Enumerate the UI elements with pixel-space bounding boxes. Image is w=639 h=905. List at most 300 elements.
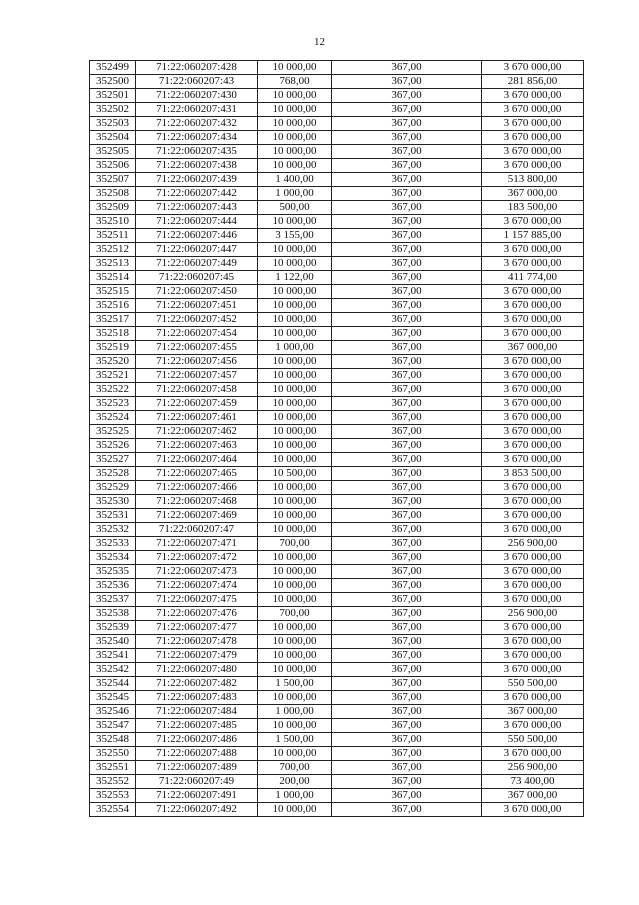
table-row	[90, 719, 584, 733]
rate-cell: 367,00	[332, 635, 482, 649]
row-id-cell: 352511	[90, 229, 136, 243]
table-row	[90, 495, 584, 509]
table-row	[90, 803, 584, 817]
row-id-cell: 352507	[90, 173, 136, 187]
area-cell: 10 000,00	[258, 327, 332, 341]
cadastral-value-table	[89, 60, 584, 817]
row-id-cell: 352513	[90, 257, 136, 271]
cadastral-number-cell: 71:22:060207:473	[136, 565, 258, 579]
cadastral-number-cell: 71:22:060207:469	[136, 509, 258, 523]
rate-cell: 367,00	[332, 369, 482, 383]
cadastral-value-cell: 3 670 000,00	[482, 397, 584, 411]
rate-cell: 367,00	[332, 131, 482, 145]
row-id-cell: 352523	[90, 397, 136, 411]
row-id-cell: 352505	[90, 145, 136, 159]
table-row	[90, 523, 584, 537]
table-row	[90, 439, 584, 453]
cadastral-number-cell: 71:22:060207:491	[136, 789, 258, 803]
row-id-cell: 352517	[90, 313, 136, 327]
cadastral-value-cell: 3 670 000,00	[482, 747, 584, 761]
cadastral-number-cell: 71:22:060207:475	[136, 593, 258, 607]
row-id-cell: 352551	[90, 761, 136, 775]
row-id-cell: 352510	[90, 215, 136, 229]
row-id-cell: 352522	[90, 383, 136, 397]
row-id-cell: 352537	[90, 593, 136, 607]
area-cell: 10 000,00	[258, 453, 332, 467]
row-id-cell: 352528	[90, 467, 136, 481]
cadastral-value-cell: 3 670 000,00	[482, 285, 584, 299]
area-cell: 10 000,00	[258, 299, 332, 313]
table-row	[90, 271, 584, 285]
cadastral-number-cell: 71:22:060207:479	[136, 649, 258, 663]
cadastral-number-cell: 71:22:060207:456	[136, 355, 258, 369]
cadastral-number-cell: 71:22:060207:443	[136, 201, 258, 215]
area-cell: 10 000,00	[258, 397, 332, 411]
area-cell: 10 000,00	[258, 523, 332, 537]
cadastral-value-cell: 513 800,00	[482, 173, 584, 187]
area-cell: 1 400,00	[258, 173, 332, 187]
cadastral-number-cell: 71:22:060207:492	[136, 803, 258, 817]
cadastral-value-cell: 3 670 000,00	[482, 327, 584, 341]
row-id-cell: 352520	[90, 355, 136, 369]
cadastral-number-cell: 71:22:060207:43	[136, 75, 258, 89]
cadastral-value-cell: 256 900,00	[482, 537, 584, 551]
cadastral-value-cell: 3 670 000,00	[482, 579, 584, 593]
cadastral-value-cell: 3 670 000,00	[482, 89, 584, 103]
area-cell: 10 000,00	[258, 285, 332, 299]
rate-cell: 367,00	[332, 551, 482, 565]
area-cell: 10 000,00	[258, 635, 332, 649]
table-row	[90, 789, 584, 803]
cadastral-value-cell: 3 670 000,00	[482, 635, 584, 649]
cadastral-value-cell: 3 670 000,00	[482, 439, 584, 453]
table-row	[90, 663, 584, 677]
row-id-cell: 352527	[90, 453, 136, 467]
cadastral-value-cell: 3 670 000,00	[482, 453, 584, 467]
table-row	[90, 285, 584, 299]
table-row	[90, 159, 584, 173]
cadastral-value-cell: 367 000,00	[482, 187, 584, 201]
cadastral-number-cell: 71:22:060207:466	[136, 481, 258, 495]
row-id-cell: 352547	[90, 719, 136, 733]
rate-cell: 367,00	[332, 537, 482, 551]
row-id-cell: 352526	[90, 439, 136, 453]
row-id-cell: 352519	[90, 341, 136, 355]
area-cell: 10 000,00	[258, 747, 332, 761]
table-row	[90, 705, 584, 719]
table-row	[90, 649, 584, 663]
area-cell: 10 000,00	[258, 145, 332, 159]
table-row	[90, 397, 584, 411]
row-id-cell: 352525	[90, 425, 136, 439]
cadastral-number-cell: 71:22:060207:483	[136, 691, 258, 705]
row-id-cell: 352539	[90, 621, 136, 635]
table-row	[90, 145, 584, 159]
cadastral-value-cell: 550 500,00	[482, 733, 584, 747]
table-row	[90, 677, 584, 691]
cadastral-number-cell: 71:22:060207:428	[136, 61, 258, 75]
area-cell: 700,00	[258, 537, 332, 551]
cadastral-value-cell: 3 670 000,00	[482, 369, 584, 383]
area-cell: 10 000,00	[258, 89, 332, 103]
table-row	[90, 131, 584, 145]
area-cell: 1 122,00	[258, 271, 332, 285]
table-row	[90, 257, 584, 271]
area-cell: 700,00	[258, 607, 332, 621]
cadastral-number-cell: 71:22:060207:462	[136, 425, 258, 439]
cadastral-value-cell: 281 856,00	[482, 75, 584, 89]
row-id-cell: 352540	[90, 635, 136, 649]
area-cell: 10 000,00	[258, 355, 332, 369]
table-row	[90, 187, 584, 201]
rate-cell: 367,00	[332, 299, 482, 313]
table-row	[90, 537, 584, 551]
cadastral-value-cell: 3 670 000,00	[482, 299, 584, 313]
table-row	[90, 621, 584, 635]
area-cell: 768,00	[258, 75, 332, 89]
cadastral-number-cell: 71:22:060207:471	[136, 537, 258, 551]
area-cell: 1 500,00	[258, 733, 332, 747]
row-id-cell: 352554	[90, 803, 136, 817]
row-id-cell: 352530	[90, 495, 136, 509]
area-cell: 1 000,00	[258, 789, 332, 803]
table-row	[90, 593, 584, 607]
cadastral-value-cell: 3 670 000,00	[482, 243, 584, 257]
row-id-cell: 352529	[90, 481, 136, 495]
rate-cell: 367,00	[332, 355, 482, 369]
table-row	[90, 425, 584, 439]
rate-cell: 367,00	[332, 173, 482, 187]
cadastral-value-cell: 3 670 000,00	[482, 257, 584, 271]
cadastral-value-cell: 3 670 000,00	[482, 131, 584, 145]
area-cell: 10 000,00	[258, 131, 332, 145]
row-id-cell: 352553	[90, 789, 136, 803]
row-id-cell: 352535	[90, 565, 136, 579]
rate-cell: 367,00	[332, 565, 482, 579]
cadastral-value-cell: 3 670 000,00	[482, 313, 584, 327]
cadastral-value-cell: 3 670 000,00	[482, 355, 584, 369]
cadastral-value-cell: 3 670 000,00	[482, 663, 584, 677]
cadastral-number-cell: 71:22:060207:45	[136, 271, 258, 285]
table-row	[90, 61, 584, 75]
area-cell: 10 000,00	[258, 103, 332, 117]
rate-cell: 367,00	[332, 803, 482, 817]
table-row	[90, 733, 584, 747]
table-row	[90, 691, 584, 705]
row-id-cell: 352521	[90, 369, 136, 383]
table-row	[90, 313, 584, 327]
cadastral-value-cell: 183 500,00	[482, 201, 584, 215]
rate-cell: 367,00	[332, 439, 482, 453]
area-cell: 200,00	[258, 775, 332, 789]
area-cell: 700,00	[258, 761, 332, 775]
rate-cell: 367,00	[332, 383, 482, 397]
rate-cell: 367,00	[332, 663, 482, 677]
row-id-cell: 352506	[90, 159, 136, 173]
cadastral-number-cell: 71:22:060207:486	[136, 733, 258, 747]
rate-cell: 367,00	[332, 495, 482, 509]
table-row	[90, 411, 584, 425]
table-row	[90, 327, 584, 341]
rate-cell: 367,00	[332, 425, 482, 439]
rate-cell: 367,00	[332, 397, 482, 411]
cadastral-value-cell: 3 670 000,00	[482, 61, 584, 75]
rate-cell: 367,00	[332, 89, 482, 103]
rate-cell: 367,00	[332, 145, 482, 159]
cadastral-number-cell: 71:22:060207:449	[136, 257, 258, 271]
row-id-cell: 352552	[90, 775, 136, 789]
cadastral-number-cell: 71:22:060207:472	[136, 551, 258, 565]
cadastral-value-cell: 3 670 000,00	[482, 495, 584, 509]
rate-cell: 367,00	[332, 621, 482, 635]
cadastral-value-cell: 256 900,00	[482, 607, 584, 621]
cadastral-value-cell: 3 670 000,00	[482, 565, 584, 579]
cadastral-value-cell: 3 670 000,00	[482, 509, 584, 523]
table-row	[90, 467, 584, 481]
rate-cell: 367,00	[332, 271, 482, 285]
cadastral-number-cell: 71:22:060207:435	[136, 145, 258, 159]
cadastral-number-cell: 71:22:060207:482	[136, 677, 258, 691]
area-cell: 1 000,00	[258, 187, 332, 201]
cadastral-value-cell: 550 500,00	[482, 677, 584, 691]
cadastral-number-cell: 71:22:060207:442	[136, 187, 258, 201]
area-cell: 10 000,00	[258, 593, 332, 607]
area-cell: 3 155,00	[258, 229, 332, 243]
cadastral-number-cell: 71:22:060207:450	[136, 285, 258, 299]
cadastral-value-cell: 3 670 000,00	[482, 649, 584, 663]
area-cell: 10 000,00	[258, 117, 332, 131]
cadastral-value-cell: 3 670 000,00	[482, 159, 584, 173]
cadastral-value-cell: 3 670 000,00	[482, 103, 584, 117]
cadastral-value-cell: 367 000,00	[482, 789, 584, 803]
cadastral-value-cell: 3 670 000,00	[482, 425, 584, 439]
area-cell: 10 000,00	[258, 579, 332, 593]
cadastral-value-cell: 3 670 000,00	[482, 481, 584, 495]
cadastral-number-cell: 71:22:060207:478	[136, 635, 258, 649]
area-cell: 10 000,00	[258, 411, 332, 425]
page-number: 12	[314, 36, 325, 48]
cadastral-value-cell: 73 400,00	[482, 775, 584, 789]
table-row	[90, 173, 584, 187]
rate-cell: 367,00	[332, 649, 482, 663]
row-id-cell: 352538	[90, 607, 136, 621]
rate-cell: 367,00	[332, 341, 482, 355]
cadastral-number-cell: 71:22:060207:461	[136, 411, 258, 425]
cadastral-number-cell: 71:22:060207:47	[136, 523, 258, 537]
cadastral-number-cell: 71:22:060207:447	[136, 243, 258, 257]
row-id-cell: 352541	[90, 649, 136, 663]
table-row	[90, 243, 584, 257]
cadastral-value-cell: 3 670 000,00	[482, 719, 584, 733]
table-row	[90, 75, 584, 89]
cadastral-number-cell: 71:22:060207:463	[136, 439, 258, 453]
rate-cell: 367,00	[332, 201, 482, 215]
area-cell: 10 000,00	[258, 257, 332, 271]
rate-cell: 367,00	[332, 313, 482, 327]
table-row	[90, 103, 584, 117]
row-id-cell: 352501	[90, 89, 136, 103]
cadastral-number-cell: 71:22:060207:485	[136, 719, 258, 733]
cadastral-value-cell: 3 670 000,00	[482, 593, 584, 607]
rate-cell: 367,00	[332, 453, 482, 467]
cadastral-number-cell: 71:22:060207:477	[136, 621, 258, 635]
row-id-cell: 352524	[90, 411, 136, 425]
cadastral-number-cell: 71:22:060207:438	[136, 159, 258, 173]
cadastral-number-cell: 71:22:060207:49	[136, 775, 258, 789]
row-id-cell: 352515	[90, 285, 136, 299]
table-row	[90, 481, 584, 495]
row-id-cell: 352531	[90, 509, 136, 523]
table-row	[90, 355, 584, 369]
area-cell: 10 000,00	[258, 663, 332, 677]
area-cell: 10 000,00	[258, 215, 332, 229]
area-cell: 1 000,00	[258, 705, 332, 719]
cadastral-number-cell: 71:22:060207:446	[136, 229, 258, 243]
cadastral-value-cell: 1 157 885,00	[482, 229, 584, 243]
area-cell: 10 000,00	[258, 691, 332, 705]
rate-cell: 367,00	[332, 117, 482, 131]
rate-cell: 367,00	[332, 775, 482, 789]
table-row	[90, 775, 584, 789]
table-row	[90, 747, 584, 761]
table-row	[90, 579, 584, 593]
cadastral-value-cell: 411 774,00	[482, 271, 584, 285]
table-row	[90, 201, 584, 215]
row-id-cell: 352544	[90, 677, 136, 691]
area-cell: 10 000,00	[258, 803, 332, 817]
rate-cell: 367,00	[332, 691, 482, 705]
row-id-cell: 352550	[90, 747, 136, 761]
row-id-cell: 352504	[90, 131, 136, 145]
cadastral-number-cell: 71:22:060207:480	[136, 663, 258, 677]
rate-cell: 367,00	[332, 705, 482, 719]
area-cell: 10 000,00	[258, 551, 332, 565]
cadastral-value-cell: 3 670 000,00	[482, 383, 584, 397]
cadastral-number-cell: 71:22:060207:457	[136, 369, 258, 383]
rate-cell: 367,00	[332, 243, 482, 257]
cadastral-number-cell: 71:22:060207:484	[136, 705, 258, 719]
rate-cell: 367,00	[332, 467, 482, 481]
cadastral-value-cell: 3 670 000,00	[482, 523, 584, 537]
cadastral-number-cell: 71:22:060207:444	[136, 215, 258, 229]
cadastral-value-cell: 3 853 500,00	[482, 467, 584, 481]
row-id-cell: 352509	[90, 201, 136, 215]
table-row	[90, 299, 584, 313]
cadastral-number-cell: 71:22:060207:452	[136, 313, 258, 327]
row-id-cell: 352518	[90, 327, 136, 341]
row-id-cell: 352534	[90, 551, 136, 565]
cadastral-number-cell: 71:22:060207:476	[136, 607, 258, 621]
row-id-cell: 352545	[90, 691, 136, 705]
rate-cell: 367,00	[332, 75, 482, 89]
cadastral-value-cell: 256 900,00	[482, 761, 584, 775]
table-row	[90, 215, 584, 229]
table-row	[90, 761, 584, 775]
table-row	[90, 565, 584, 579]
cadastral-value-cell: 3 670 000,00	[482, 215, 584, 229]
row-id-cell: 352516	[90, 299, 136, 313]
row-id-cell: 352548	[90, 733, 136, 747]
cadastral-number-cell: 71:22:060207:439	[136, 173, 258, 187]
rate-cell: 367,00	[332, 61, 482, 75]
area-cell: 10 000,00	[258, 481, 332, 495]
rate-cell: 367,00	[332, 509, 482, 523]
table-row	[90, 341, 584, 355]
rate-cell: 367,00	[332, 159, 482, 173]
cadastral-number-cell: 71:22:060207:458	[136, 383, 258, 397]
row-id-cell: 352512	[90, 243, 136, 257]
rate-cell: 367,00	[332, 719, 482, 733]
row-id-cell: 352514	[90, 271, 136, 285]
rate-cell: 367,00	[332, 187, 482, 201]
area-cell: 10 500,00	[258, 467, 332, 481]
area-cell: 1 500,00	[258, 677, 332, 691]
area-cell: 10 000,00	[258, 719, 332, 733]
table-row	[90, 453, 584, 467]
row-id-cell: 352503	[90, 117, 136, 131]
cadastral-value-cell: 367 000,00	[482, 705, 584, 719]
row-id-cell: 352500	[90, 75, 136, 89]
area-cell: 10 000,00	[258, 383, 332, 397]
cadastral-value-cell: 3 670 000,00	[482, 117, 584, 131]
cadastral-value-cell: 3 670 000,00	[482, 551, 584, 565]
area-cell: 10 000,00	[258, 243, 332, 257]
row-id-cell: 352499	[90, 61, 136, 75]
area-cell: 1 000,00	[258, 341, 332, 355]
rate-cell: 367,00	[332, 327, 482, 341]
rate-cell: 367,00	[332, 257, 482, 271]
table-row	[90, 635, 584, 649]
row-id-cell: 352532	[90, 523, 136, 537]
table-row	[90, 509, 584, 523]
row-id-cell: 352502	[90, 103, 136, 117]
rate-cell: 367,00	[332, 215, 482, 229]
cadastral-number-cell: 71:22:060207:465	[136, 467, 258, 481]
cadastral-value-cell: 3 670 000,00	[482, 145, 584, 159]
cadastral-number-cell: 71:22:060207:451	[136, 299, 258, 313]
area-cell: 10 000,00	[258, 369, 332, 383]
area-cell: 10 000,00	[258, 495, 332, 509]
rate-cell: 367,00	[332, 747, 482, 761]
area-cell: 10 000,00	[258, 159, 332, 173]
rate-cell: 367,00	[332, 761, 482, 775]
cadastral-number-cell: 71:22:060207:431	[136, 103, 258, 117]
cadastral-value-cell: 3 670 000,00	[482, 621, 584, 635]
cadastral-number-cell: 71:22:060207:430	[136, 89, 258, 103]
table-row	[90, 89, 584, 103]
row-id-cell: 352536	[90, 579, 136, 593]
cadastral-number-cell: 71:22:060207:459	[136, 397, 258, 411]
cadastral-number-cell: 71:22:060207:454	[136, 327, 258, 341]
cadastral-number-cell: 71:22:060207:488	[136, 747, 258, 761]
rate-cell: 367,00	[332, 607, 482, 621]
area-cell: 10 000,00	[258, 425, 332, 439]
row-id-cell: 352546	[90, 705, 136, 719]
cadastral-number-cell: 71:22:060207:468	[136, 495, 258, 509]
table-row	[90, 369, 584, 383]
cadastral-value-cell: 367 000,00	[482, 341, 584, 355]
row-id-cell: 352542	[90, 663, 136, 677]
area-cell: 10 000,00	[258, 621, 332, 635]
area-cell: 10 000,00	[258, 439, 332, 453]
rate-cell: 367,00	[332, 229, 482, 243]
table-row	[90, 383, 584, 397]
row-id-cell: 352508	[90, 187, 136, 201]
table-row	[90, 117, 584, 131]
rate-cell: 367,00	[332, 593, 482, 607]
rate-cell: 367,00	[332, 733, 482, 747]
area-cell: 10 000,00	[258, 649, 332, 663]
